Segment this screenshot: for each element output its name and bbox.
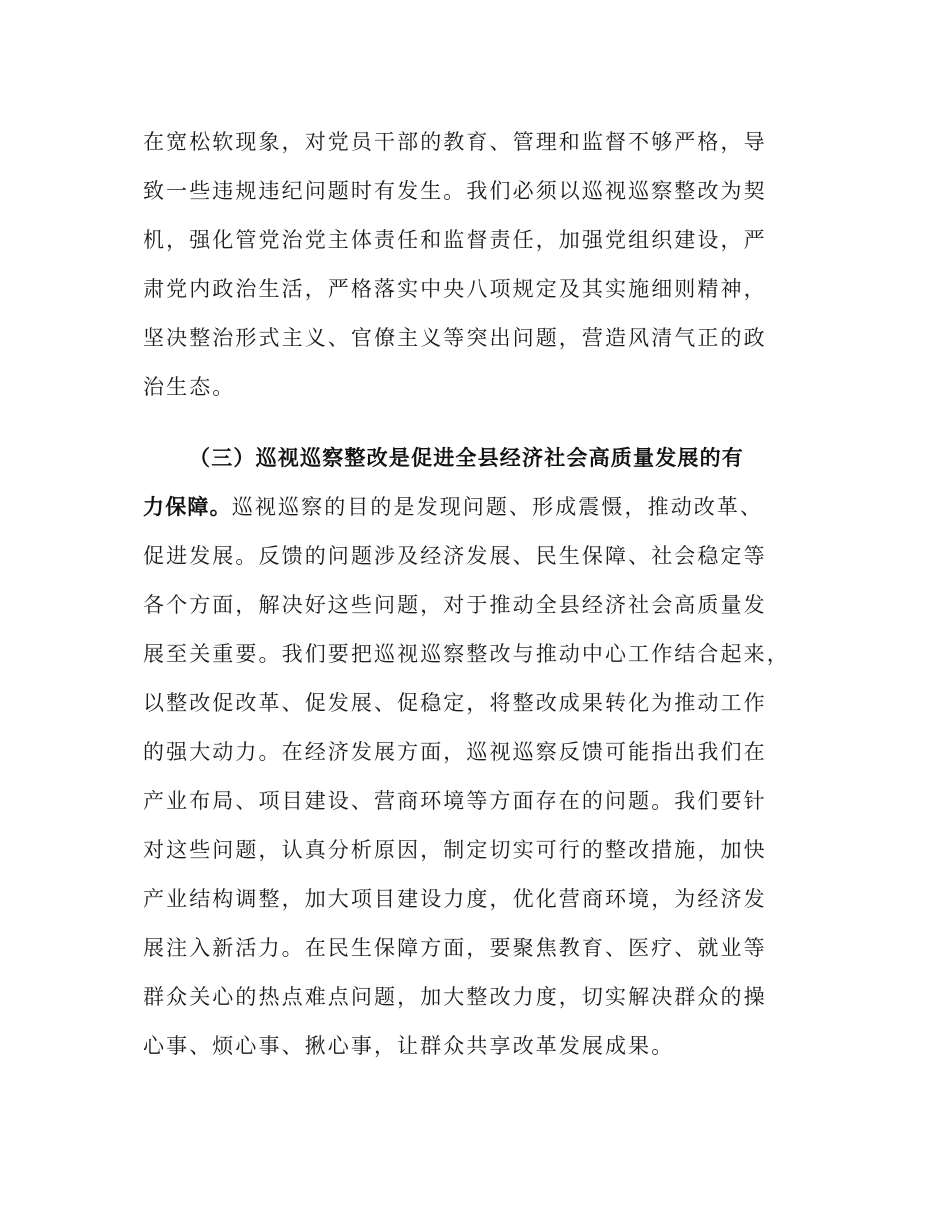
text-line: 在宽松软现象，对党员干部的教育、管理和监督不够严格，导 xyxy=(143,130,767,154)
text-line-rest: 巡视巡察的目的是发现问题、形成震慑，推动改革、 xyxy=(231,495,764,519)
section-heading: （三）巡视巡察整改是促进全县经济社会高质量发展的有 xyxy=(189,446,744,470)
text-line: 展注入新活力。在民生保障方面，要聚焦教育、医疗、就业等 xyxy=(143,936,767,960)
text-line xyxy=(143,483,813,532)
text-line: 以整改促改革、促发展、促稳定，将整改成果转化为推动工作 xyxy=(143,691,767,715)
text-line: 产业布局、项目建设、营商环境等方面存在的问题。我们要针 xyxy=(143,789,767,813)
text-line: 促进发展。反馈的问题涉及经济发展、民生保障、社会稳定等 xyxy=(143,544,767,568)
text-line: 对这些问题，认真分析原因，制定切实可行的整改措施，加快 xyxy=(143,838,767,862)
text-line: 群众关心的热点难点问题，加大整改力度，切实解决群众的操 xyxy=(143,985,767,1009)
text-line: 各个方面，解决好这些问题，对于推动全县经济社会高质量发 xyxy=(143,593,767,617)
text-line: 坚决整治形式主义、官僚主义等突出问题，营造风清气正的政 xyxy=(143,326,767,350)
text-line: 治生态。 xyxy=(143,375,236,399)
text-line: 心事、烦心事、揪心事，让群众共享改革发展成果。 xyxy=(143,1034,675,1058)
text-line: 机，强化管党治党主体责任和监督责任，加强党组织建设，严 xyxy=(143,228,767,252)
text-line: 产业结构调整，加大项目建设力度，优化营商环境，为经济发 xyxy=(143,887,767,911)
paragraph-2 xyxy=(143,434,813,1071)
text-line: 展至关重要。我们要把巡视巡察整改与推动中心工作结合起来， xyxy=(143,642,790,666)
text-line: 肃党内政治生活，严格落实中央八项规定及其实施细则精神， xyxy=(143,277,767,301)
paragraph-1 xyxy=(143,118,813,412)
section-heading-end: 力保障。 xyxy=(143,495,232,519)
text-line: 致一些违规违纪问题时有发生。我们必须以巡视巡察整改为契 xyxy=(143,179,767,203)
text-line: 的强大动力。在经济发展方面，巡视巡察反馈可能指出我们在 xyxy=(143,740,767,764)
